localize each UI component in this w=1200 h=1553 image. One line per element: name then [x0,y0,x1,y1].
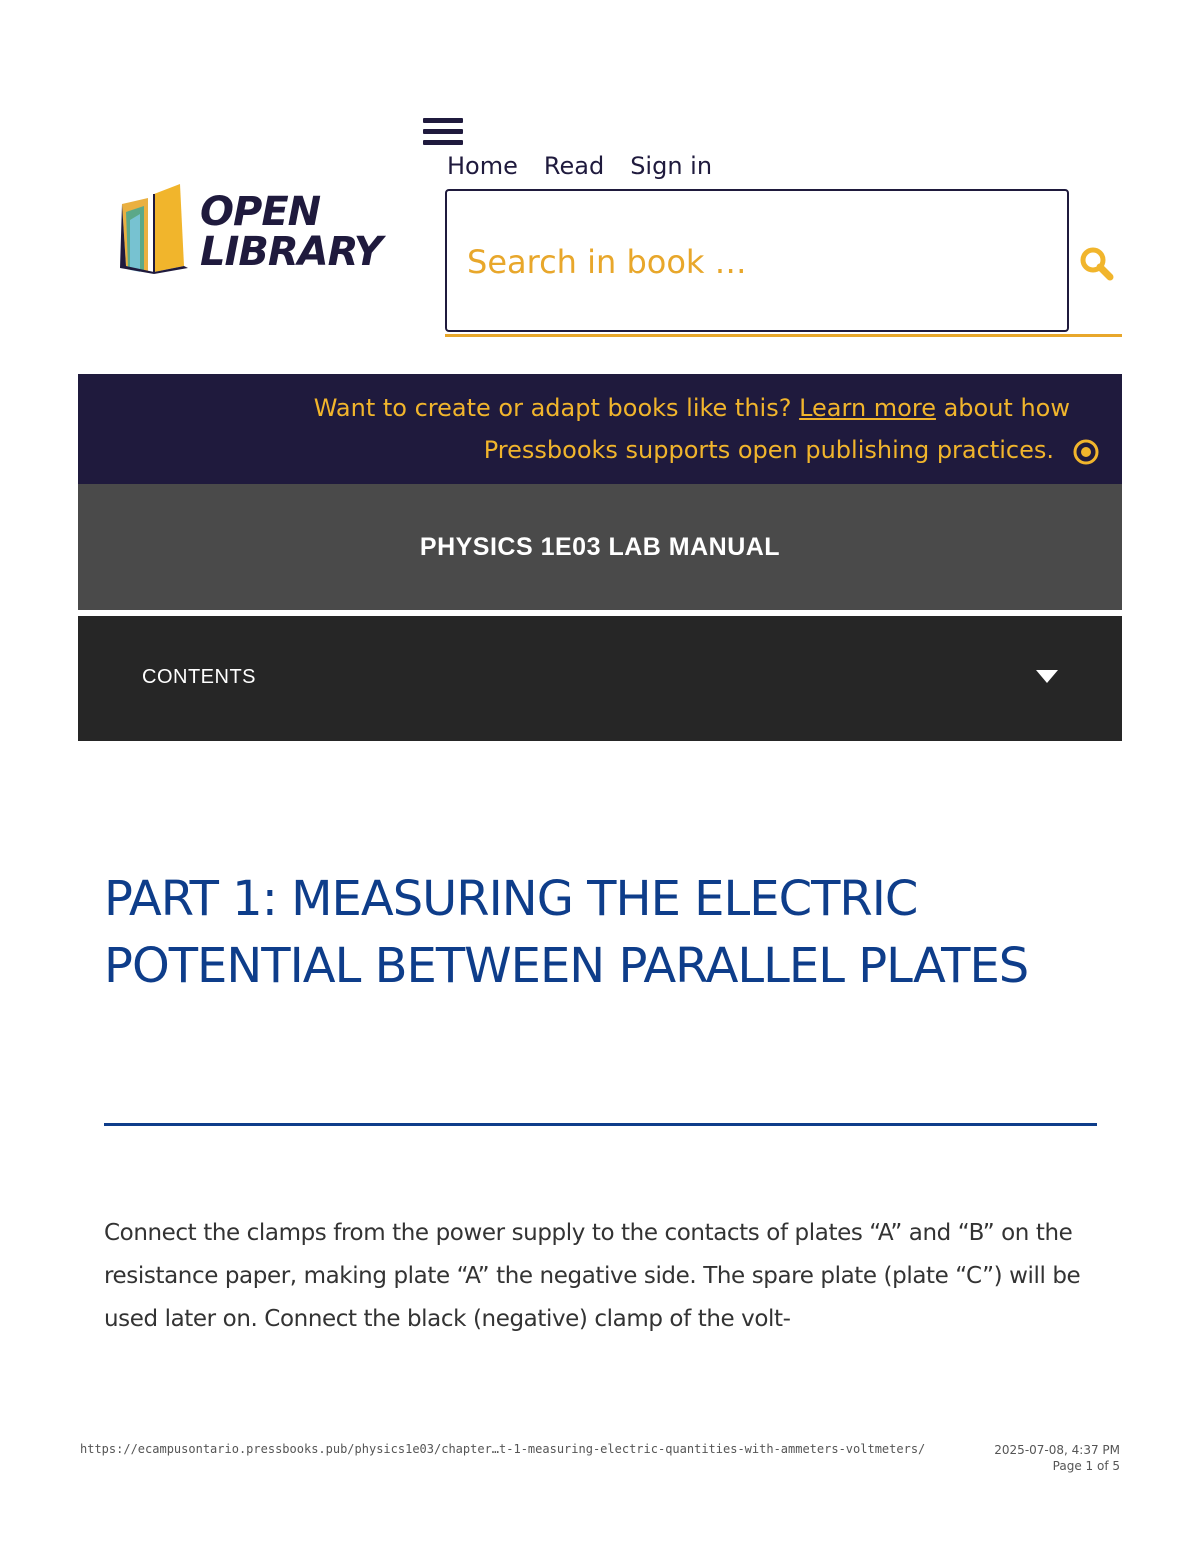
nav-sign-in-link[interactable]: Sign in [630,152,713,180]
contents-toggle[interactable] [78,616,1122,741]
nav-home-link[interactable]: Home [447,152,518,180]
heading-divider [104,1123,1097,1126]
logo-line-open: OPEN [200,189,321,235]
search-underline [445,334,1122,337]
contents-label: CONTENTS [142,666,256,688]
top-nav [447,152,712,180]
footer-datetime: 2025-07-08, 4:37 PM [994,1443,1120,1457]
search-input[interactable] [465,239,1049,285]
banner-text-before: Want to create or adapt books like this? [313,394,800,422]
banner-line-2: Pressbooks supports open publishing practices. [483,436,1054,464]
learn-more-link[interactable]: Learn more [799,394,936,422]
banner-dismiss-button[interactable] [1072,438,1100,466]
logo-line-library: LIBRARY [200,229,382,275]
close-circle-icon [1072,438,1100,466]
footer-meta [994,1442,1120,1474]
hamburger-menu-icon[interactable] [423,118,463,148]
banner-text-after: about how [935,394,1070,422]
banner-line-1 [314,394,1070,422]
body-paragraph: Connect the clamps from the power supply to the contacts of plates “A” and “B” on the resistance paper, making plate “A” the negative side. The spare plate (plate “C”) will be used later on. Connect the black (negative) clamp of the volt- [104,1220,1081,1332]
caret-down-icon [1036,670,1058,683]
book-title-link[interactable]: PHYSICS 1E03 LAB MANUAL [419,532,781,561]
book-title-bar [78,484,1122,610]
magnifier-icon [1077,244,1117,284]
page-title: PART 1: MEASURING THE ELECTRIC POTENTIAL BETWEEN PARALLEL PLATES [104,871,1029,994]
open-book-icon [118,176,190,276]
search-box [445,189,1069,332]
pressbooks-banner [78,374,1122,484]
logo-text [200,189,382,275]
open-library-logo[interactable] [118,176,408,280]
nav-read-link[interactable]: Read [543,152,605,180]
search-button[interactable] [1077,244,1117,284]
footer-url: https://ecampusontario.pressbooks.pub/physics1e03/chapter…t-1-measuring-electric-quantities-with-ammeters-voltmeters/ [80,1442,926,1456]
footer-page-number: Page 1 of 5 [1052,1459,1120,1473]
